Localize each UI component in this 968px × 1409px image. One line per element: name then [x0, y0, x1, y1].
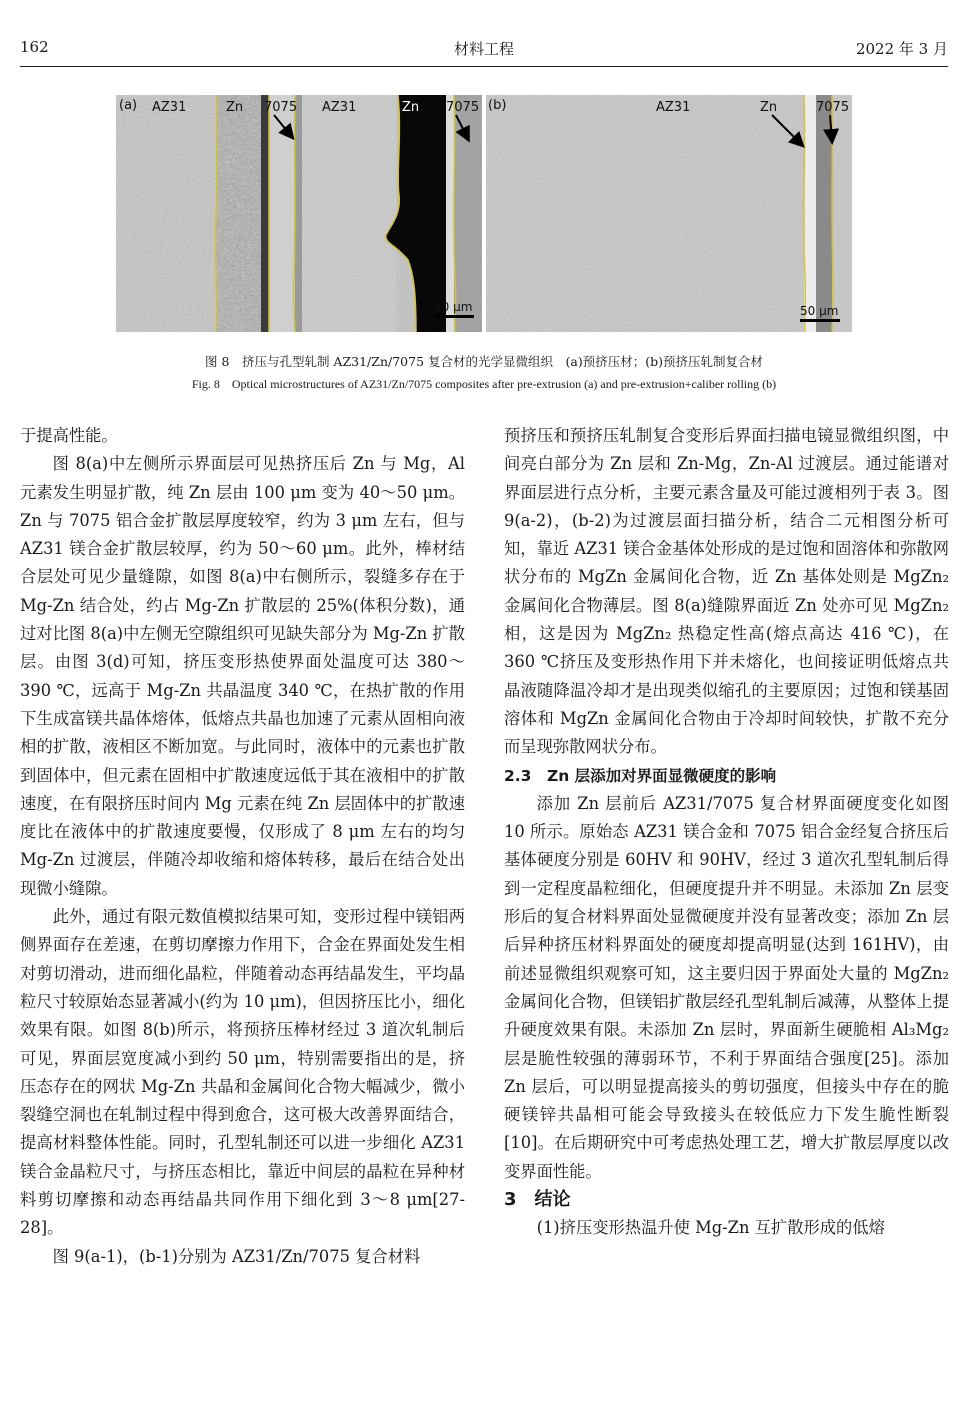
- panel-a-zn-label: Zn: [226, 100, 244, 115]
- panel-a-right: [302, 95, 482, 332]
- figure-caption-en: Fig. 8 Optical microstructures of AZ31/Zn/7075 composites after pre-extrusion (a) and pre-extrusion+caliber rolling (b): [191, 377, 777, 391]
- panel-a-az31-label: AZ31: [152, 100, 187, 115]
- left-column: [20, 422, 465, 1271]
- paragraph: (1)挤压变形热温升使 Mg-Zn 互扩散形成的低熔: [536, 1218, 885, 1238]
- paragraph: 添加 Zn 层前后 AZ31/7075 复合材界面硬度变化如图 10 所示。原始态 AZ31 镁合金和 7075 铝合金经复合挤压后基体硬度分别是 60HV 和 90HV，经过 3 道次孔型轧制后得到一定程度晶粒细化，但硬度提升并不明显。未添加 Zn 层变形后的复合材料界面处显微硬度并没有显著改变；添加 Zn 层后异种挤压材料界面处的硬度却提高明显(达到 161HV)，由前述显微组织观察可知，这主要归因于界面处大量的 MgZn₂ 金属间化合物，但镁铝扩散层经孔型轧制后减薄，从整体上提升硬度效果有限。未添加 Zn 层时，界面新生硬脆相 Al₃Mg₂ 层是脆性较强的薄弱环节，不利于界面结合强度[25]。添加 Zn 层后，可以明显提高接头的剪切强度，但接头中存在的脆硬镁锌共晶相可能会导致接头在较低应力下发生脆性断裂[10]。在后期研究中可考虑热处理工艺，增大扩散层厚度以改变界面性能。: [504, 793, 949, 1181]
- panel-b-7075-label: 7075: [816, 100, 850, 115]
- panel-b-az31-label: AZ31: [656, 100, 691, 115]
- panel-b-scale-bar: 50 μm: [800, 304, 839, 318]
- section-heading-2-3: 2.3 Zn 层添加对界面显微硬度的影响: [504, 766, 777, 785]
- journal-name: 材料工程: [453, 40, 514, 58]
- section-heading-3: 3 结论: [504, 1189, 571, 1211]
- issue-date: 2022 年 3 月: [855, 40, 948, 58]
- paragraph: 于提高性能。: [20, 426, 118, 445]
- paragraph: 图 9(a-1)，(b-1)分别为 AZ31/Zn/7075 复合材料: [52, 1246, 421, 1266]
- panel-a-left: [116, 95, 302, 332]
- figure-caption-zh: 图 8 挤压与孔型轧制 AZ31/Zn/7075 复合材的光学显微组织 (a)预挤压材；(b)预挤压轧制复合材: [205, 354, 763, 369]
- panel-a-label: (a): [119, 98, 138, 113]
- page-number: 162: [20, 38, 49, 56]
- paragraph: 预挤压和预挤压轧制复合变形后界面扫描电镜显微组织图，中间亮白部分为 Zn 层和 Zn-Mg，Zn-Al 过渡层。通过能谱对界面层进行点分析，主要元素含量及可能过渡相列于表 3。图 9(a-2)，(b-2)为过渡层面扫描分析，结合二元相图分析可知，靠近 AZ31 镁合金基体处形成的是过饱和固溶体和弥散网状分布的 MgZn 金属间化合物，近 Zn 基体处则是 MgZn₂ 金属间化合物薄层。图 8(a)缝隙界面近 Zn 处亦可见 MgZn₂ 相，这是因为 MgZn₂ 热稳定性高(熔点高达 416 ℃)，在 360 ℃挤压及变形热作用下并未熔化，也间接证明低熔点共晶液随降温冷却才是出现类似缩孔的主要原因；过饱和镁基固溶体和 MgZn 金属间化合物由于冷却时间较快，扩散不充分而呈现弥散网状分布。: [504, 426, 949, 757]
- panel-a-az31-label-2: AZ31: [322, 100, 357, 115]
- header-rule: [20, 66, 948, 67]
- micrograph-image: [116, 95, 852, 332]
- figure-8: [116, 95, 852, 332]
- paragraph: 图 8(a)中左侧所示界面层可见热挤压后 Zn 与 Mg，Al 元素发生明显扩散，纯 Zn 层由 100 μm 变为 40～50 μm。Zn 与 7075 铝合金扩散层厚度较窄，约为 3 μm 左右，但与 AZ31 镁合金扩散层较厚，约为 50～60 μm。此外，棒材结合层处可见少量缝隙，如图 8(a)中右侧所示，裂缝多存在于 Mg-Zn 结合处，约占 Mg-Zn 扩散层的 25%(体积分数)，通过对比图 8(a)中左侧无空隙组织可见缺失部分为 Mg-Zn 扩散层。由图 3(d)可知，挤压变形热使界面处温度可达 380～390 ℃，远高于 Mg-Zn 共晶温度 340 ℃，在热扩散的作用下生成富镁共晶体熔体，低熔点共晶也加速了元素从固相向液相的扩散，液相区不断加宽。与此同时，液体中的元素也扩散到固体中，但元素在固相中扩散速度远低于其在液相中的扩散速度，在有限挤压时间内 Mg 元素在纯 Zn 层固体中的扩散速度比在液体中的扩散速度要慢，仅形成了 8 μm 左右的均匀 Mg-Zn 过渡层，伴随冷却收缩和熔体转移，最后在结合处出现微小缝隙。: [20, 454, 465, 898]
- paragraph: 此外，通过有限元数值模拟结果可知，变形过程中镁铝两侧界面存在差速，在剪切摩擦力作用下，合金在界面处发生相对剪切滑动，进而细化晶粒，伴随着动态再结晶发生，平均晶粒尺寸较原始态显著减小(约为 10 μm)，但因挤压比小，细化效果有限。如图 8(b)所示，将预挤压棒材经过 3 道次轧制后可见，界面层宽度减小到约 50 μm，特别需要指出的是，挤压态存在的网状 Mg-Zn 共晶和金属间化合物大幅减少，微小裂缝空洞也在轧制过程中得到愈合，这可极大改善界面结合，提高材料整体性能。同时，孔型轧制还可以进一步细化 AZ31 镁合金晶粒尺寸，与挤压态相比，靠近中间层的晶粒在异种材料剪切摩擦和动态再结晶共同作用下细化到 3～8 μm[27-28]。: [20, 907, 465, 1238]
- panel-b: [486, 95, 852, 332]
- page-header: [20, 38, 948, 64]
- panel-b-label: (b): [488, 98, 507, 113]
- right-column: [504, 422, 949, 1243]
- panel-a-7075-label: 7075: [264, 100, 298, 115]
- panel-b-zn-label: Zn: [760, 100, 778, 115]
- panel-a-zn-label-2: Zn: [402, 100, 420, 115]
- panel-a-7075-label-2: 7075: [446, 100, 480, 115]
- panel-a-scale-bar: 50 μm: [434, 300, 473, 314]
